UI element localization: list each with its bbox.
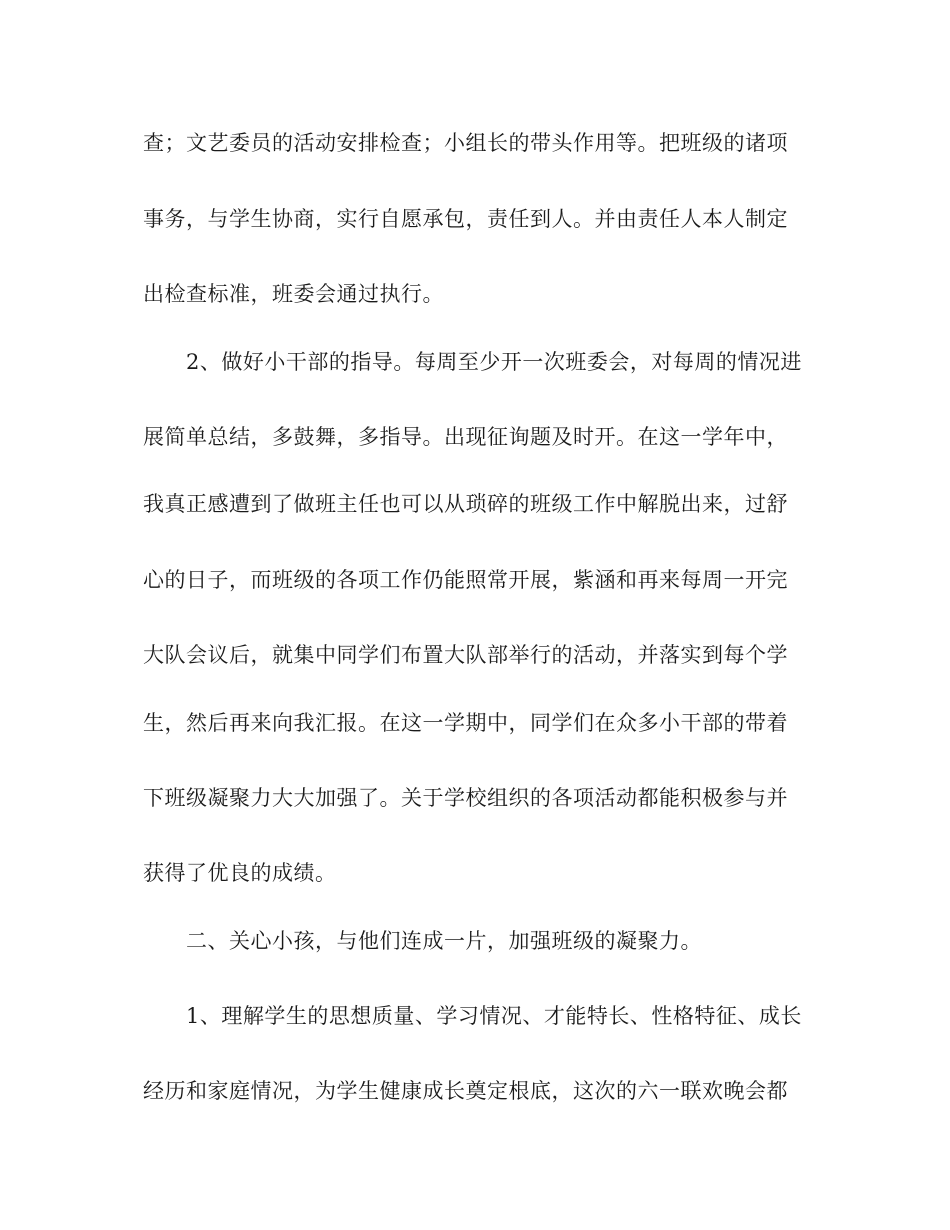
text-line: 事务，与学生协商，实行自愿承包，责任到人。并由责任人本人制定 bbox=[143, 207, 788, 231]
text-line: 出检查标准，班委会通过执行。 bbox=[143, 282, 444, 306]
text-line: 1、理解学生的思想质量、学习情况、才能特长、性格特征、成长 bbox=[186, 1004, 802, 1028]
text-line: 生，然后再来向我汇报。在这一学期中，同学们在众多小干部的带着 bbox=[143, 711, 788, 735]
text-line: 获得了优良的成绩。 bbox=[143, 861, 337, 885]
text-line: 查；文艺委员的活动安排检查；小组长的带头作用等。把班级的诸项 bbox=[143, 131, 788, 155]
text-line: 二、关心小孩，与他们连成一片，加强班级的凝聚力。 bbox=[186, 929, 702, 953]
text-line: 心的日子，而班级的各项工作仍能照常开展，紫涵和再来每周一开完 bbox=[143, 568, 788, 592]
text-line: 2、做好小干部的指导。每周至少开一次班委会，对每周的情况进 bbox=[186, 350, 802, 374]
text-line: 我真正感遭到了做班主任也可以从琐碎的班级工作中解脱出来，过舒 bbox=[143, 492, 788, 516]
text-line: 展简单总结，多鼓舞，多指导。出现征询题及时开。在这一学年中， bbox=[143, 425, 788, 449]
text-line: 下班级凝聚力大大加强了。关于学校组织的各项活动都能积极参与并 bbox=[143, 786, 788, 810]
text-line: 经历和家庭情况，为学生健康成长奠定根底，这次的六一联欢晚会都 bbox=[143, 1079, 788, 1103]
text-line: 大队会议后，就集中同学们布置大队部举行的活动，并落实到每个学 bbox=[143, 643, 788, 667]
